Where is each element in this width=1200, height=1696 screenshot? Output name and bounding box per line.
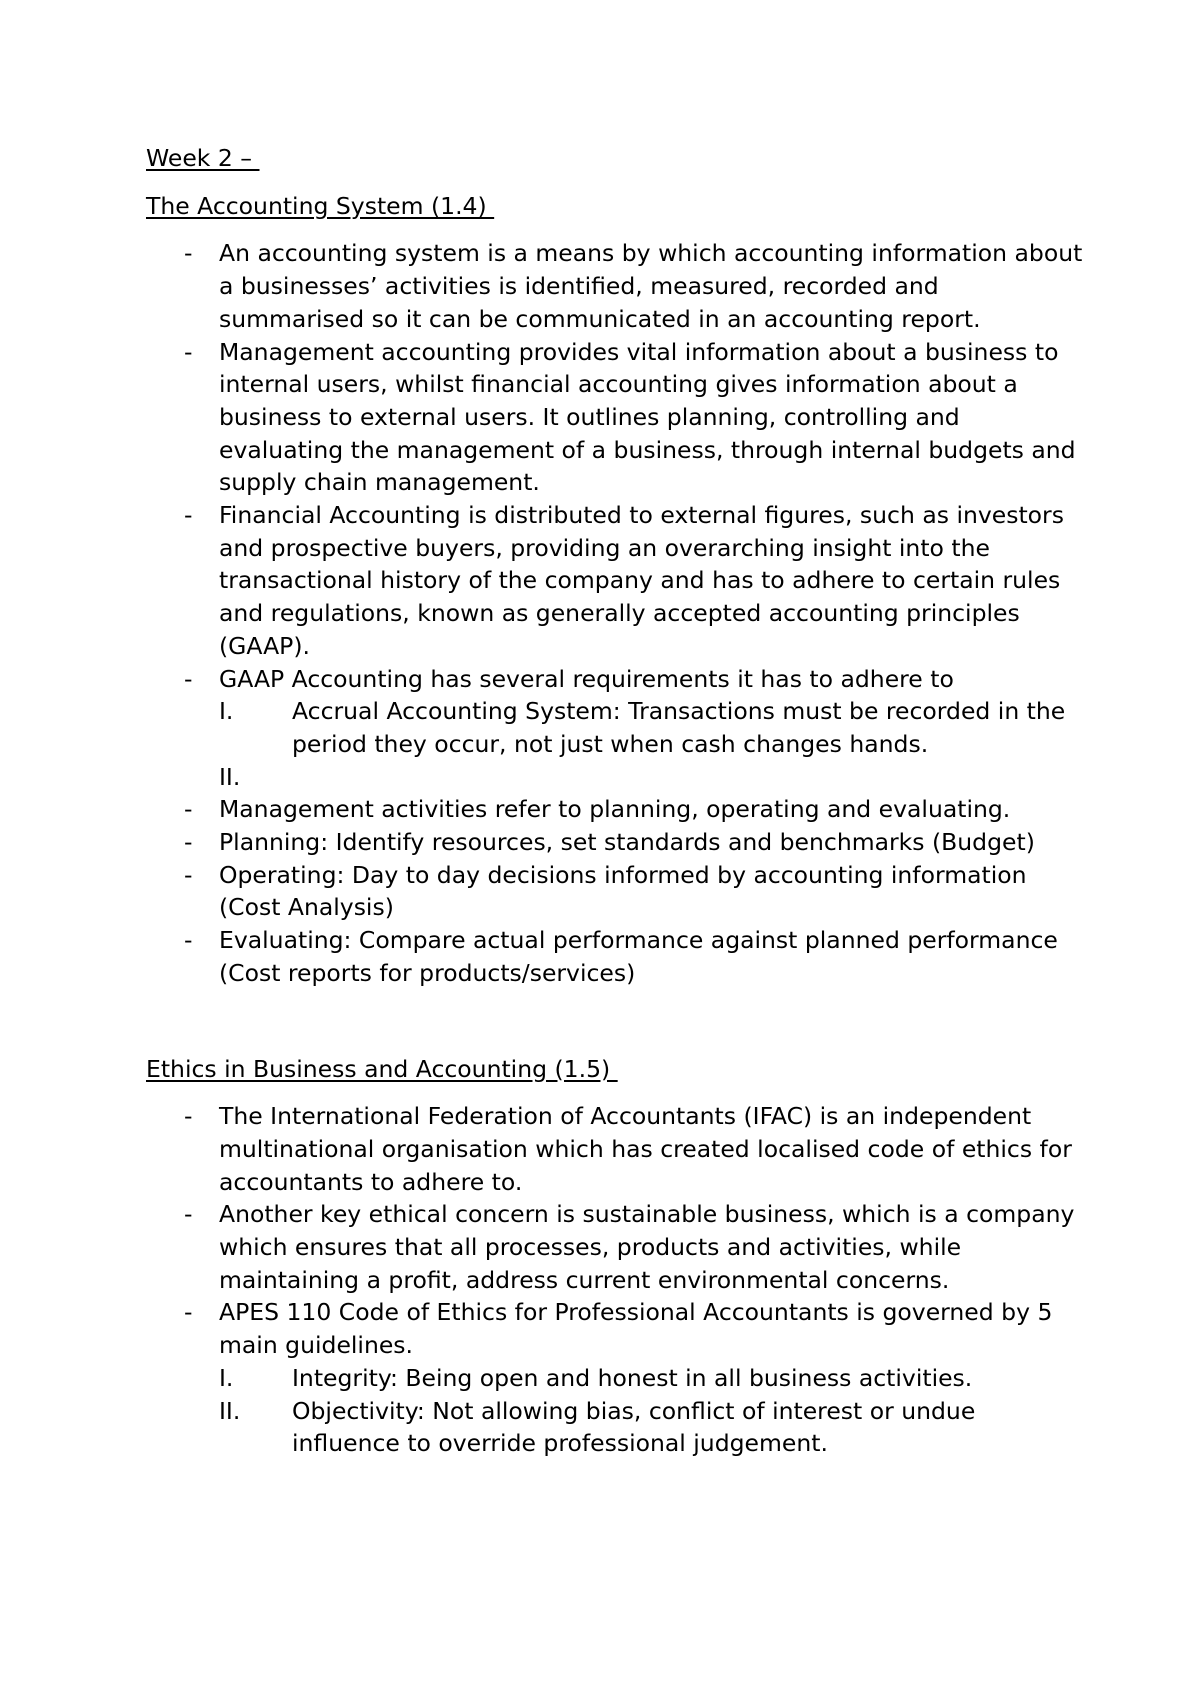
roman-item-text: Objectivity: Not allowing bias, conflict of interest or undue influence to override professional judgement.: [292, 1396, 976, 1458]
roman-item-text: Integrity: Being open and honest in all business activities.: [292, 1363, 973, 1392]
roman-list-item: [219, 695, 1086, 760]
accounting-system-heading: The Accounting System (1.4): [146, 191, 495, 220]
bullet-dash: -: [184, 860, 193, 889]
ethics-guidelines-list: [219, 1362, 1086, 1460]
list-item-text: APES 110 Code of Ethics for Professional Accountants is governed by 5 main guidelines.: [219, 1298, 1053, 1360]
list-item: [146, 924, 1086, 989]
list-item: [146, 663, 1086, 794]
list-item-text: Management activities refer to planning, operating and evaluating.: [219, 795, 1011, 824]
bullet-dash: -: [184, 1298, 193, 1327]
roman-item-text: Accrual Accounting System: Transactions must be recorded in the period they occur, not just when cash changes hands.: [292, 697, 1066, 758]
list-item-text: Management accounting provides vital information about a business to internal users, whilst financial accounting gives information about a business to external users. It outlines planning, controlling and evaluating the management of a business, through internal budgets and supply chain management.: [219, 337, 1076, 497]
list-item: [146, 1100, 1086, 1198]
list-item-text: GAAP Accounting has several requirements it has to adhere to: [219, 664, 954, 693]
roman-list-item: [219, 1395, 1086, 1460]
list-item: [146, 237, 1086, 335]
ethics-list: [146, 1100, 1086, 1460]
bullet-dash: -: [184, 926, 193, 955]
roman-numeral: I.: [219, 697, 234, 726]
ethics-heading: Ethics in Business and Accounting (1.5): [146, 1054, 618, 1083]
bullet-dash: -: [184, 1200, 193, 1229]
bullet-dash: -: [184, 501, 193, 530]
bullet-dash: -: [184, 664, 193, 693]
list-item: [146, 793, 1086, 826]
list-item: [146, 499, 1086, 663]
list-item-text: Planning: Identify resources, set standards and benchmarks (Budget): [219, 828, 1035, 857]
bullet-dash: -: [184, 1102, 193, 1131]
list-item-text: An accounting system is a means by which accounting information about a businesses’ activities is identified, measured, recorded and summarised so it can be communicated in an accounting report.: [219, 239, 1083, 333]
list-item-text: Evaluating: Compare actual performance against planned performance (Cost reports for products/services): [219, 926, 1058, 987]
list-item-text: Financial Accounting is distributed to external figures, such as investors and prospective buyers, providing an overarching insight into the transactional history of the company and has to adhere to certain rules and regulations, known as generally accepted accounting principles (GAAP).: [219, 501, 1064, 660]
week-heading: Week 2 –: [146, 144, 260, 172]
bullet-dash: -: [184, 239, 193, 268]
roman-list-item: [219, 761, 1086, 794]
list-item: [146, 859, 1086, 924]
bullet-dash: -: [184, 828, 193, 857]
bullet-dash: -: [184, 795, 193, 824]
roman-numeral: II.: [219, 762, 241, 791]
list-item: [146, 1296, 1086, 1460]
document-body: [146, 142, 1086, 1460]
accounting-system-list: [146, 237, 1086, 989]
bullet-dash: -: [184, 337, 193, 366]
list-item: [146, 826, 1086, 859]
roman-numeral: II.: [219, 1396, 241, 1425]
list-item-text: The International Federation of Accountants (IFAC) is an independent multinational organisation which has created localised code of ethics for accountants to adhere to.: [219, 1102, 1072, 1196]
list-item-text: Another key ethical concern is sustainable business, which is a company which ensures that all processes, products and activities, while maintaining a profit, address current environmental concerns.: [219, 1200, 1075, 1294]
list-item: [146, 336, 1086, 500]
roman-list-item: [219, 1362, 1086, 1395]
list-item-text: Operating: Day to day decisions informed by accounting information (Cost Analysis): [219, 860, 1027, 922]
roman-numeral: I.: [219, 1363, 234, 1392]
gaap-requirements-list: [219, 695, 1086, 793]
list-item: [146, 1198, 1086, 1296]
